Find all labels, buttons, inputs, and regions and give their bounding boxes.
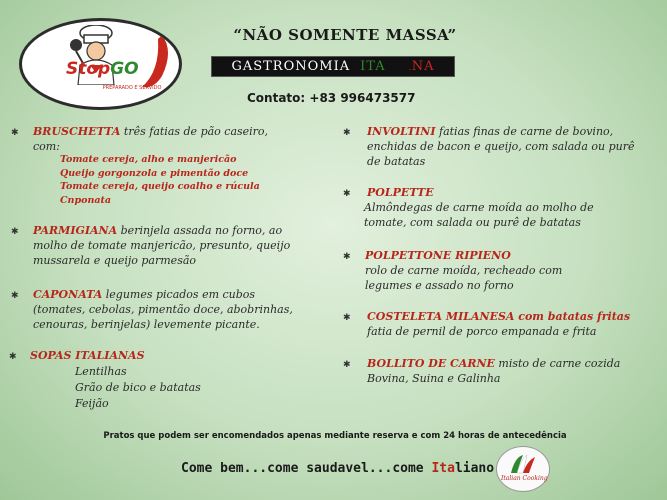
item-desc: berinjela assada no forno, ao (117, 224, 283, 237)
bullet-icon: ✱ (343, 189, 351, 199)
sopas-list (75, 364, 201, 412)
slogan-text-end: liano (454, 461, 495, 476)
item-desc: fatias finas de carne de bovino, (435, 125, 614, 138)
slogan-text: Come bem...come saudavel...come (181, 461, 432, 476)
menu-item-polpettone (365, 248, 660, 293)
menu-item-polpette (364, 185, 659, 230)
item-desc: misto de carne cozida (494, 357, 621, 370)
item-desc: enchidas de bacon e queijo, com salada ou purê (367, 140, 635, 153)
item-desc: de batatas (367, 155, 426, 168)
list-item: Feijão (75, 397, 109, 410)
bruschetta-options (60, 153, 260, 207)
menu-item-parmigiana (33, 223, 333, 268)
bullet-icon: ✱ (343, 360, 351, 370)
slogan-highlight: Ita (431, 461, 455, 476)
bullet-icon: ✱ (343, 128, 351, 138)
item-name: PARMIGIANA (33, 224, 118, 237)
item-desc: molho de tomate manjericão, presunto, queijo (33, 239, 291, 252)
restaurant-logo (19, 18, 182, 110)
item-name: CAPONATA (33, 288, 103, 301)
logo-brand: StopGO (66, 59, 139, 79)
banner-left-text: GASTRONOMIA (231, 59, 351, 74)
item-name: POLPETTE (367, 186, 434, 199)
item-desc: legumes picados em cubos (102, 288, 256, 301)
menu-item-bruschetta (33, 124, 323, 154)
option: Tomate cereja, queijo coalho e rúcula (60, 181, 260, 192)
cuisine-banner (211, 56, 455, 77)
item-desc: Almôndegas de carne moída ao molho de (364, 201, 594, 214)
item-desc: três fatias de pão caseiro, (120, 125, 269, 138)
item-name: COSTELETA MILANESA com batatas fritas (367, 310, 631, 323)
bullet-icon: ✱ (343, 252, 351, 262)
page-title: “NÃO SOMENTE MASSA” (233, 26, 457, 44)
item-desc: fatia de pernil de porco empanada e frita (367, 325, 597, 338)
option: Cnponata (60, 194, 112, 206)
menu-item-sopas (30, 348, 145, 363)
italian-flag-icon (509, 453, 537, 475)
slogan (181, 461, 494, 476)
banner-right-text: ITALIANA (360, 59, 435, 74)
contact-phone: Contato: +83 996473577 (247, 91, 416, 105)
menu-item-bollito (367, 356, 662, 386)
menu-item-costeleta (367, 309, 662, 339)
item-name: BOLLITO DE CARNE (367, 357, 495, 370)
bullet-icon: ✱ (11, 291, 19, 301)
option: Tomate cereja, alho e manjericão (60, 154, 237, 165)
item-name: POLPETTONE RIPIENO (365, 249, 511, 262)
item-desc: (tomates, cebolas, pimentão doce, abobrinhas, (33, 303, 293, 316)
bullet-icon: ✱ (11, 128, 19, 138)
chili-pepper-icon (132, 31, 177, 91)
menu-item-involtini (367, 124, 662, 169)
item-name: INVOLTINI (367, 125, 436, 138)
item-name: SOPAS ITALIANAS (30, 349, 145, 362)
menu-item-caponata (33, 287, 333, 332)
item-name: BRUSCHETTA (33, 125, 121, 138)
item-desc: mussarela e queijo parmesão (33, 254, 197, 267)
bullet-icon: ✱ (11, 227, 19, 237)
bullet-icon: ✱ (9, 352, 17, 362)
reservation-note: Pratos que podem ser encomendados apenas mediante reserva e com 24 horas de antecedência (103, 431, 567, 441)
item-desc: legumes e assado no forno (365, 279, 514, 292)
item-desc: Bovina, Suina e Galinha (367, 372, 501, 385)
italian-cooking-badge (496, 446, 550, 492)
item-desc: rolo de carne moída, recheado com (365, 264, 563, 277)
bullet-icon: ✱ (343, 313, 351, 323)
logo-tagline: PREPARADO E SERVIDO (102, 85, 162, 91)
option: Queijo gorgonzola e pimentão doce (60, 167, 249, 179)
list-item: Lentilhas (75, 365, 127, 378)
badge-text: Italian Cooking (501, 475, 548, 482)
list-item: Grão de bico e batatas (75, 381, 201, 394)
item-desc: cenouras, berinjelas) levemente picante. (33, 318, 260, 331)
item-desc: tomate, com salada ou purê de batatas (364, 216, 581, 229)
item-desc: com: (33, 140, 60, 153)
